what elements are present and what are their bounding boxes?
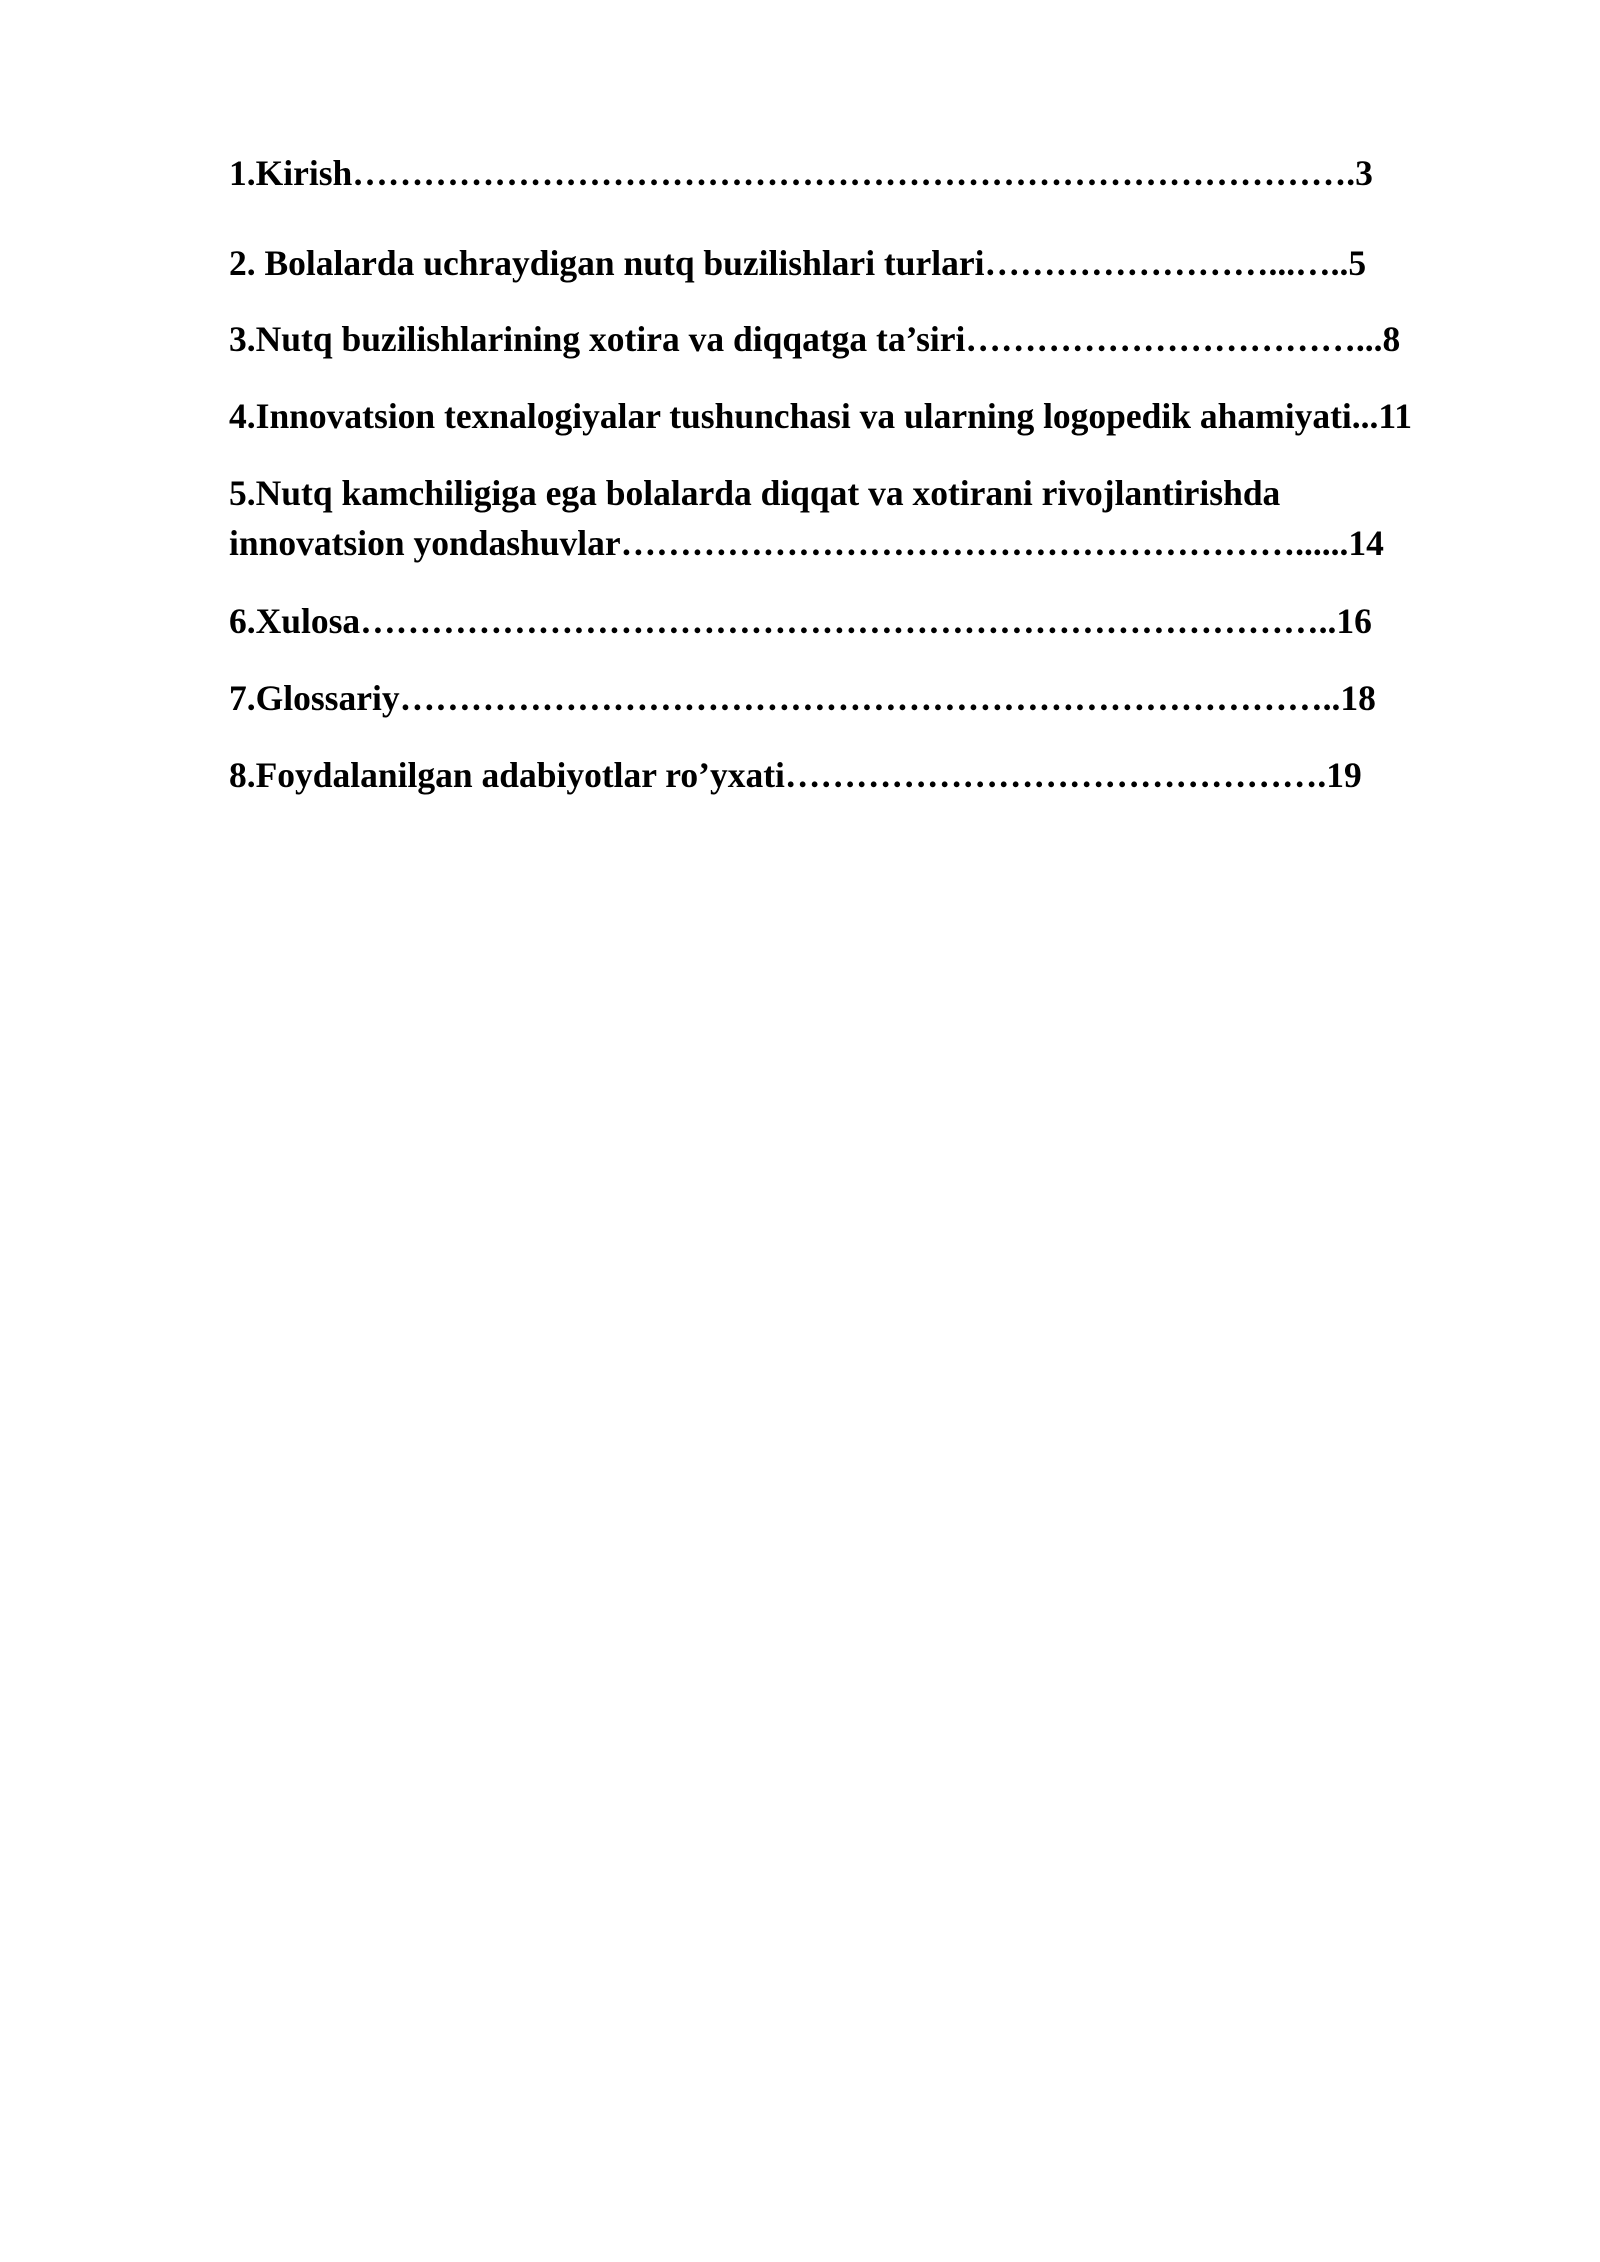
toc-entry-nutq-buzilishlari-turlari: 2. Bolalarda uchraydigan nutq buzilishlari turlari……………………...…..5 bbox=[229, 243, 1367, 283]
toc-entry-xotira-diqqat: 3.Nutq buzilishlarining xotira va diqqatga ta’siri……………………………...8 bbox=[229, 319, 1401, 359]
toc-entry-line: innovatsion yondashuvlar…………………………………………………......14 bbox=[229, 523, 1384, 563]
toc-entry-glossariy: 7.Glossariy……………………………………………………………………..18 bbox=[229, 678, 1376, 718]
toc-entry-adabiyotlar: 8.Foydalanilgan adabiyotlar ro’yxati……………………………………….19 bbox=[229, 755, 1362, 795]
toc-entry-kirish: 1.Kirish………………………………………………………………………….3 bbox=[229, 153, 1373, 193]
toc-entry-innovatsion-texnalogiyalar: 4.Innovatsion texnalogiyalar tushunchasi va ularning logopedik ahamiyati...11 bbox=[229, 396, 1412, 436]
toc-entry-line: 5.Nutq kamchiligiga ega bolalarda diqqat va xotirani rivojlantirishda bbox=[229, 473, 1281, 513]
toc-entry-xulosa: 6.Xulosa………………………………………………………………………..16 bbox=[229, 601, 1372, 641]
toc-entry-innovatsion-yondashuvlar bbox=[229, 468, 1384, 568]
